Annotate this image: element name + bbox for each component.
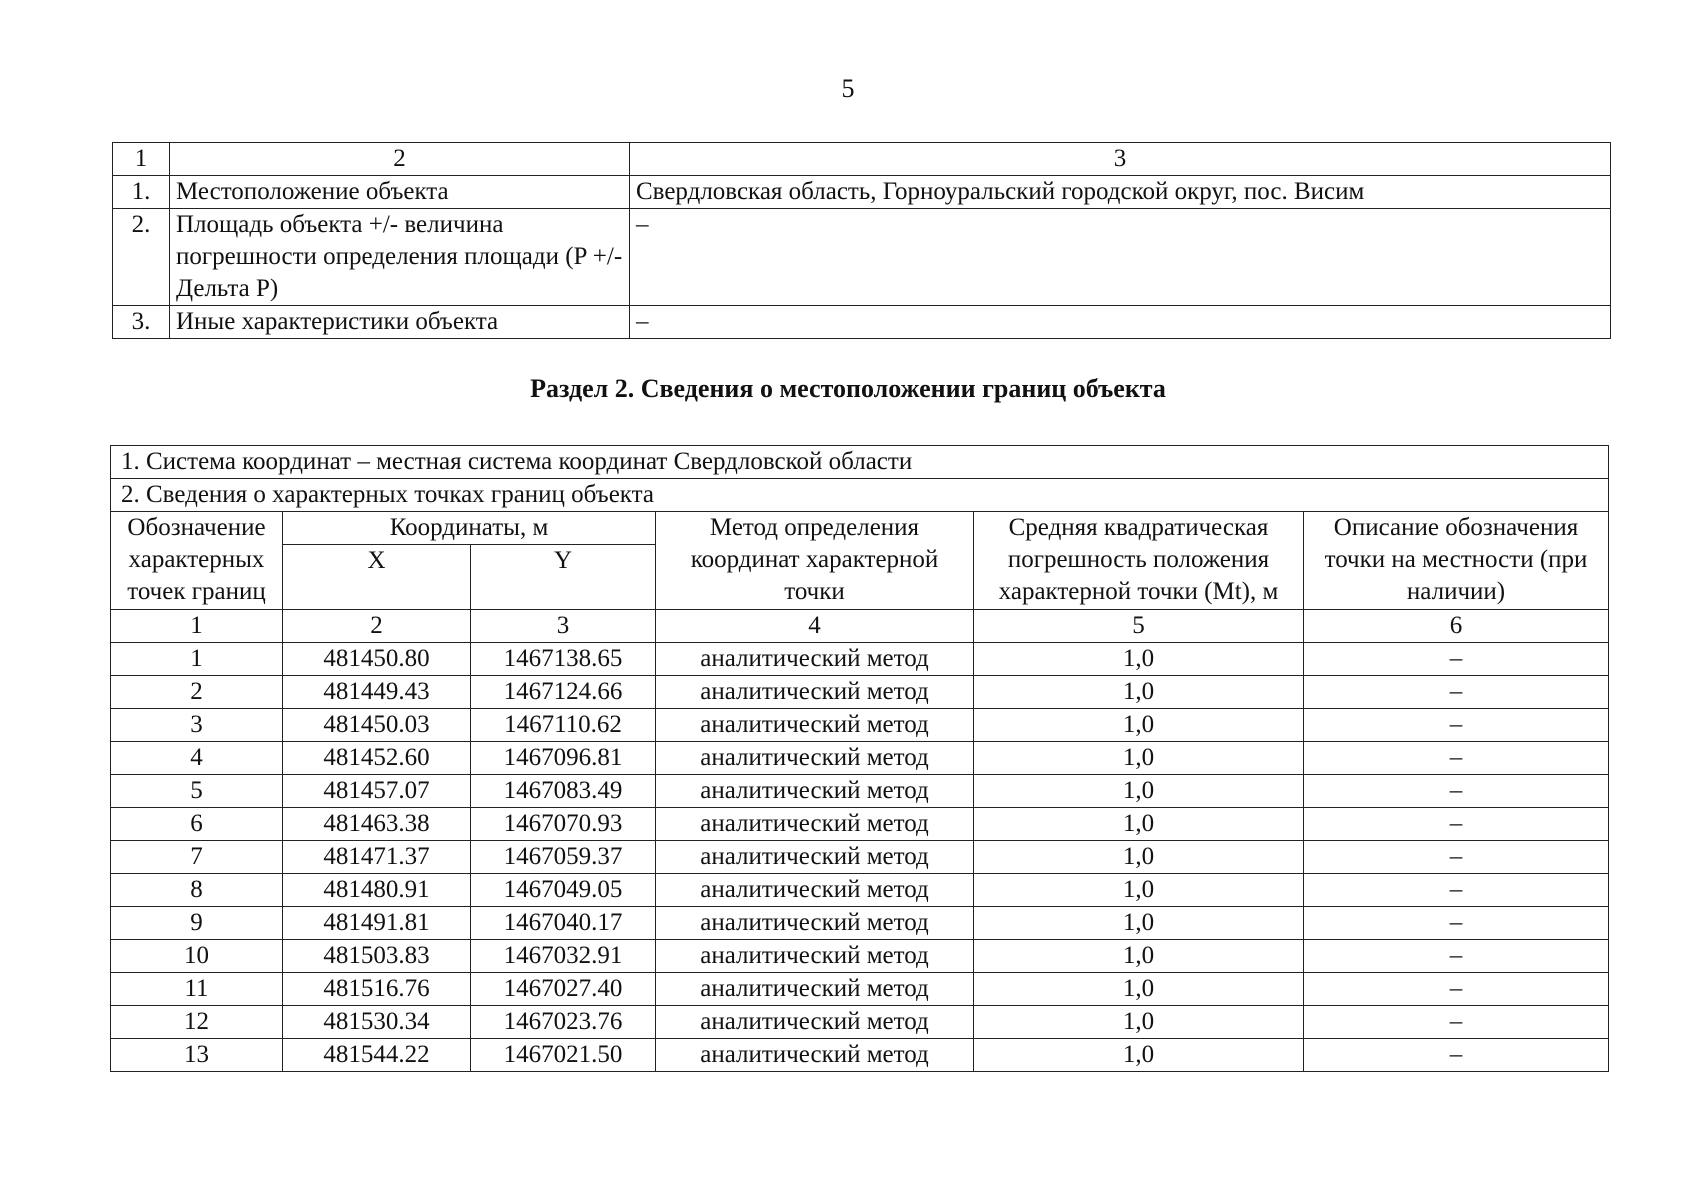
boundary-points-table xyxy=(110,445,1609,1072)
header-y: Y xyxy=(471,545,656,610)
error-mt: 1,0 xyxy=(974,643,1304,676)
coord-x: 481457.07 xyxy=(283,775,471,808)
column-number: 4 xyxy=(656,610,974,643)
coord-y: 1467070.93 xyxy=(471,808,656,841)
error-mt: 1,0 xyxy=(974,1006,1304,1039)
description: – xyxy=(1304,841,1609,874)
error-mt: 1,0 xyxy=(974,709,1304,742)
coord-y: 1467110.62 xyxy=(471,709,656,742)
point-id: 11 xyxy=(111,973,283,1006)
table-row xyxy=(113,176,1611,209)
description: – xyxy=(1304,940,1609,973)
method: аналитический метод xyxy=(656,709,974,742)
column-number: 1 xyxy=(111,610,283,643)
error-mt: 1,0 xyxy=(974,973,1304,1006)
point-id: 9 xyxy=(111,907,283,940)
method: аналитический метод xyxy=(656,1006,974,1039)
table-row xyxy=(113,306,1611,339)
coord-system: 1. Система координат – местная система координат Свердловской области xyxy=(111,446,1609,479)
error-mt: 1,0 xyxy=(974,874,1304,907)
method: аналитический метод xyxy=(656,808,974,841)
table-row xyxy=(111,676,1609,709)
description: – xyxy=(1304,1039,1609,1072)
method: аналитический метод xyxy=(656,1039,974,1072)
column-number-row xyxy=(113,143,1611,176)
header-method: Метод определения координат характерной точки xyxy=(656,512,974,610)
method: аналитический метод xyxy=(656,775,974,808)
error-mt: 1,0 xyxy=(974,841,1304,874)
point-id: 2 xyxy=(111,676,283,709)
page-number: 5 xyxy=(841,74,855,103)
method: аналитический метод xyxy=(656,676,974,709)
error-mt: 1,0 xyxy=(974,742,1304,775)
description: – xyxy=(1304,643,1609,676)
coord-y: 1467138.65 xyxy=(471,643,656,676)
header-error: Средняя квадратическая погрешность положения характерной точки (Mt), м xyxy=(974,512,1304,610)
row-value: – xyxy=(630,209,1611,306)
method: аналитический метод xyxy=(656,973,974,1006)
header-x: X xyxy=(283,545,471,610)
point-id: 4 xyxy=(111,742,283,775)
description: – xyxy=(1304,874,1609,907)
column-number: 2 xyxy=(283,610,471,643)
column-number-row xyxy=(111,610,1609,643)
coord-x: 481530.34 xyxy=(283,1006,471,1039)
error-mt: 1,0 xyxy=(974,940,1304,973)
coord-y: 1467040.17 xyxy=(471,907,656,940)
coord-y: 1467023.76 xyxy=(471,1006,656,1039)
description: – xyxy=(1304,973,1609,1006)
error-mt: 1,0 xyxy=(974,808,1304,841)
table-row xyxy=(113,209,1611,306)
column-number: 2 xyxy=(170,143,630,176)
coord-x: 481503.83 xyxy=(283,940,471,973)
table-row xyxy=(111,874,1609,907)
row-number: 2. xyxy=(113,209,170,306)
coord-y: 1467096.81 xyxy=(471,742,656,775)
row-value: Свердловская область, Горноуральский городской округ, пос. Висим xyxy=(630,176,1611,209)
method: аналитический метод xyxy=(656,874,974,907)
header-designation: Обозначение характерных точек границ xyxy=(111,512,283,610)
table-row xyxy=(111,1006,1609,1039)
coord-y: 1467059.37 xyxy=(471,841,656,874)
coord-y: 1467124.66 xyxy=(471,676,656,709)
coord-x: 481491.81 xyxy=(283,907,471,940)
table-row xyxy=(111,742,1609,775)
coord-y: 1467021.50 xyxy=(471,1039,656,1072)
point-id: 10 xyxy=(111,940,283,973)
coord-x: 481452.60 xyxy=(283,742,471,775)
header-row xyxy=(111,512,1609,545)
coord-x: 481471.37 xyxy=(283,841,471,874)
row-value: – xyxy=(630,306,1611,339)
column-number: 5 xyxy=(974,610,1304,643)
table-row xyxy=(111,940,1609,973)
coord-x: 481450.03 xyxy=(283,709,471,742)
table-row xyxy=(111,1039,1609,1072)
coord-x: 481480.91 xyxy=(283,874,471,907)
coord-x: 481463.38 xyxy=(283,808,471,841)
point-id: 3 xyxy=(111,709,283,742)
coord-y: 1467049.05 xyxy=(471,874,656,907)
description: – xyxy=(1304,907,1609,940)
description: – xyxy=(1304,676,1609,709)
point-id: 1 xyxy=(111,643,283,676)
table-row xyxy=(111,643,1609,676)
row-label: Площадь объекта +/- величина погрешности определения площади (P +/- Дельта P) xyxy=(170,209,630,306)
row-label: Иные характеристики объекта xyxy=(170,306,630,339)
description: – xyxy=(1304,709,1609,742)
error-mt: 1,0 xyxy=(974,907,1304,940)
row-number: 3. xyxy=(113,306,170,339)
coord-y: 1467032.91 xyxy=(471,940,656,973)
method: аналитический метод xyxy=(656,643,974,676)
section-title: Раздел 2. Сведения о местоположении границ объекта xyxy=(530,374,1166,403)
row-number: 1. xyxy=(113,176,170,209)
point-id: 7 xyxy=(111,841,283,874)
coord-y: 1467083.49 xyxy=(471,775,656,808)
method: аналитический метод xyxy=(656,841,974,874)
coord-x: 481449.43 xyxy=(283,676,471,709)
description: – xyxy=(1304,775,1609,808)
point-id: 13 xyxy=(111,1039,283,1072)
points-title-row xyxy=(111,479,1609,512)
table-row xyxy=(111,973,1609,1006)
column-number: 3 xyxy=(471,610,656,643)
error-mt: 1,0 xyxy=(974,676,1304,709)
point-id: 5 xyxy=(111,775,283,808)
coord-x: 481516.76 xyxy=(283,973,471,1006)
table-row xyxy=(111,841,1609,874)
coord-x: 481544.22 xyxy=(283,1039,471,1072)
header-coords: Координаты, м xyxy=(283,512,656,545)
coord-x: 481450.80 xyxy=(283,643,471,676)
point-id: 8 xyxy=(111,874,283,907)
error-mt: 1,0 xyxy=(974,1039,1304,1072)
point-id: 6 xyxy=(111,808,283,841)
description: – xyxy=(1304,742,1609,775)
point-id: 12 xyxy=(111,1006,283,1039)
header-description: Описание обозначения точки на местности (при наличии) xyxy=(1304,512,1609,610)
method: аналитический метод xyxy=(656,940,974,973)
column-number: 3 xyxy=(630,143,1611,176)
column-number: 6 xyxy=(1304,610,1609,643)
column-number: 1 xyxy=(113,143,170,176)
method: аналитический метод xyxy=(656,742,974,775)
table-row xyxy=(111,808,1609,841)
table-row xyxy=(111,709,1609,742)
table-row xyxy=(111,775,1609,808)
description: – xyxy=(1304,808,1609,841)
table-row xyxy=(111,907,1609,940)
coord-system-row xyxy=(111,446,1609,479)
object-info-table xyxy=(112,142,1611,339)
coord-y: 1467027.40 xyxy=(471,973,656,1006)
points-title: 2. Сведения о характерных точках границ объекта xyxy=(111,479,1609,512)
row-label: Местоположение объекта xyxy=(170,176,630,209)
method: аналитический метод xyxy=(656,907,974,940)
error-mt: 1,0 xyxy=(974,775,1304,808)
description: – xyxy=(1304,1006,1609,1039)
